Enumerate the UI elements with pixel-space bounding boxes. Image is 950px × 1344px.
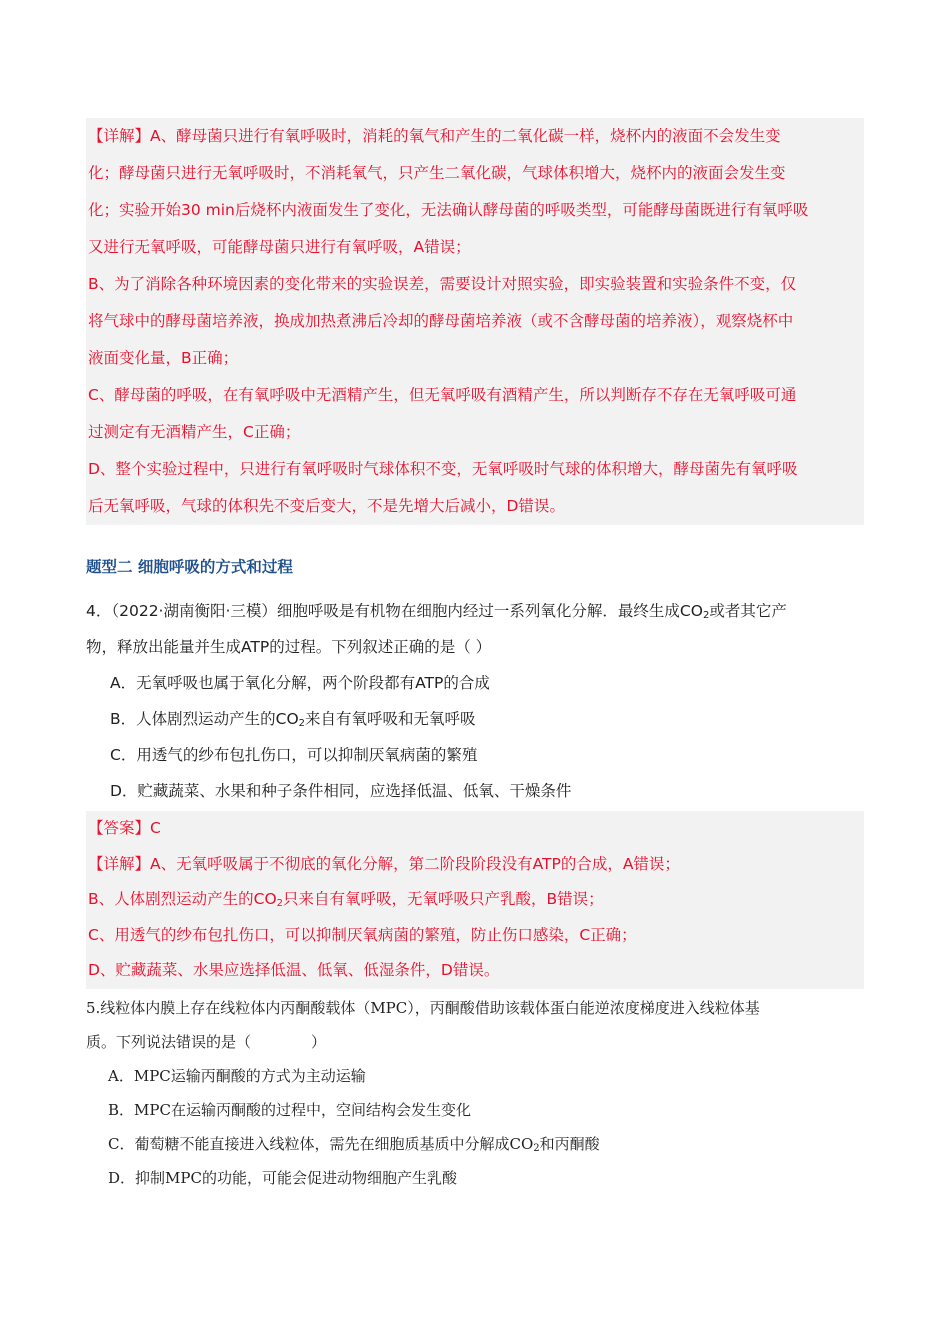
detail-line: 将气球中的酵母菌培养液，换成加热煮沸后冷却的酵母菌培养液（或不含酵母菌的培养液），观察烧杯中 [88, 312, 794, 330]
option-text: 来自有氧呼吸和无氧呼吸 [305, 710, 476, 728]
option-c [86, 1127, 864, 1161]
detail-line: C、酵母菌的呼吸，在有氧呼吸中无酒精产生，但无氧呼吸有酒精产生，所以判断存不存在无氧呼吸可通 [88, 386, 797, 404]
detail-text: B、人体剧烈运动产生的CO [88, 890, 277, 908]
detail-line: B、为了消除各种环境因素的变化带来的实验误差，需要设计对照实验，即实验装置和实验条件不变，仅 [88, 275, 797, 293]
question5 [86, 991, 864, 1195]
detail-line: 【详解】A、无氧呼吸属于不彻底的氧化分解，第二阶段阶段没有ATP的合成，A错误； [88, 854, 680, 873]
subscript: 2 [298, 718, 306, 729]
subscript: 2 [533, 1142, 540, 1154]
stem-text: 或者其它产 [709, 602, 787, 620]
question4-answer-block [86, 811, 864, 989]
answer-line: 【答案】C [88, 819, 161, 837]
question4-stem-line2: 物，释放出能量并生成ATP的过程。下列叙述正确的是（ ） [86, 638, 492, 656]
stem-text: 4．（2022·湖南衡阳·三模）细胞呼吸是有机物在细胞内经过一系列氧化分解．最终生成CO [86, 602, 703, 620]
option-a: A．MPC运输丙酮酸的方式为主动运输 [108, 1066, 366, 1085]
detail-line: D、贮藏蔬菜、水果应选择低温、低氧、低湿条件，D错误。 [88, 961, 500, 979]
question4-stem-line1 [86, 593, 864, 629]
detail-line: 过测定有无酒精产生，C正确； [88, 423, 301, 441]
option-text: C．葡萄糖不能直接进入线粒体，需先在细胞质基质中分解成CO [108, 1134, 534, 1153]
option-text: 和丙酮酸 [539, 1134, 600, 1153]
option-d: D．抑制MPC的功能，可能会促进动物细胞产生乳酸 [108, 1168, 457, 1187]
detail-line: 后无氧呼吸，气球的体积先不变后变大，不是先增大后减小，D错误。 [88, 497, 565, 515]
option-b: B．MPC在运输丙酮酸的过程中，空间结构会发生变化 [108, 1100, 471, 1119]
detail-line: 化；酵母菌只进行无氧呼吸时，不消耗氧气，只产生二氧化碳，气球体积增大，烧杯内的液面会发生变 [88, 164, 786, 182]
option-a: A．无氧呼吸也属于氧化分解，两个阶段都有ATP的合成 [110, 674, 490, 692]
detail-line: 化；实验开始30 min后烧杯内液面发生了变化，无法确认酵母菌的呼吸类型，可能酵母菌既进行有氧呼吸 [88, 201, 809, 219]
question4 [86, 593, 864, 989]
option-c: C．用透气的纱布包扎伤口，可以抑制厌氧病菌的繁殖 [110, 746, 478, 764]
detail-line [86, 882, 864, 918]
question5-stem-line1: 5.线粒体内膜上存在线粒体内丙酮酸载体（MPC），丙酮酸借助该载体蛋白能逆浓度梯度进入线粒体基 [86, 998, 760, 1017]
stem-text: ） [311, 1032, 327, 1051]
detail-line: 又进行无氧呼吸，可能酵母菌只进行有氧呼吸，A错误； [88, 238, 471, 256]
question3-detail-block [86, 118, 864, 525]
detail-line: C、用透气的纱布包扎伤口，可以抑制厌氧病菌的繁殖，防止伤口感染，C正确； [88, 925, 637, 944]
detail-line: D、整个实验过程中，只进行有氧呼吸时气球体积不变，无氧呼吸时气球的体积增大，酵母菌先有氧呼吸 [88, 460, 798, 478]
section-title: 题型二 细胞呼吸的方式和过程 [86, 558, 293, 576]
question5-stem-line2 [86, 1025, 864, 1059]
document-page [86, 118, 864, 1195]
detail-line: 液面变化量，B正确； [88, 349, 239, 367]
subscript: 2 [702, 610, 710, 621]
stem-text: 质。下列说法错误的是（ [86, 1032, 252, 1051]
option-b [86, 701, 864, 737]
option-d: D．贮藏蔬菜、水果和种子条件相同，应选择低温、低氧、干燥条件 [110, 782, 572, 800]
detail-text: 只来自有氧呼吸，无氧呼吸只产乳酸，B错误； [283, 890, 604, 908]
subscript: 2 [276, 898, 284, 909]
detail-line: 【详解】A、酵母菌只进行有氧呼吸时，消耗的氧气和产生的二氧化碳一样，烧杯内的液面不会发生变 [88, 127, 781, 145]
option-text: B．人体剧烈运动产生的CO [110, 710, 299, 728]
